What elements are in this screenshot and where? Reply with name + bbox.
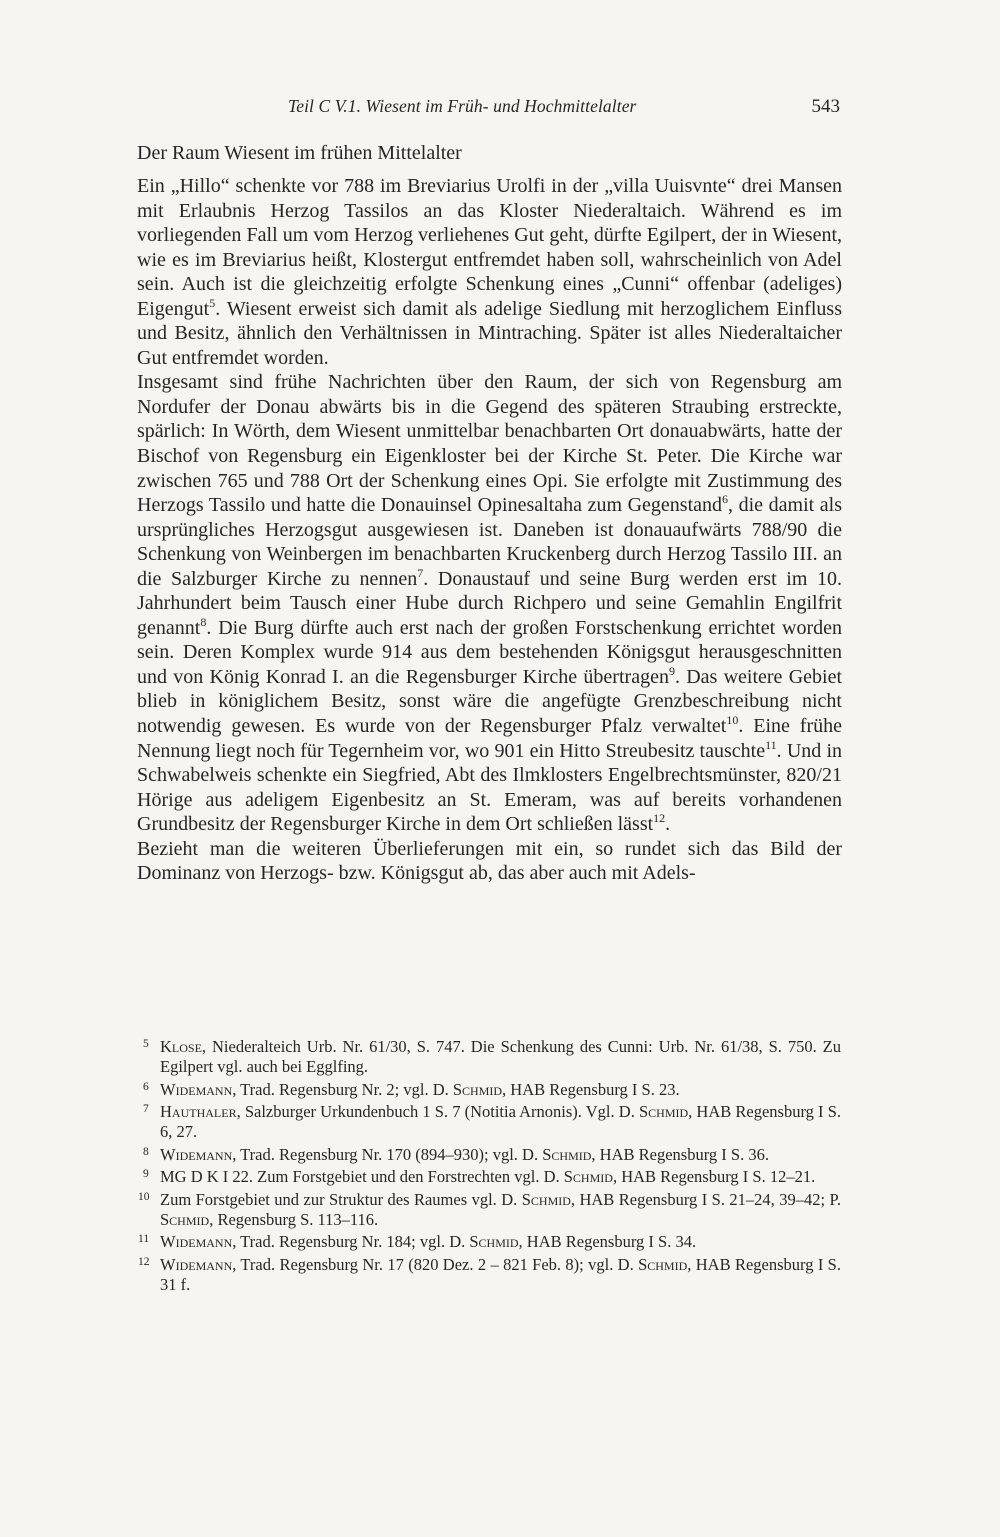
footnote-number: 7 — [143, 1103, 149, 1115]
text-run: , Trad. Regensburg Nr. 2; vgl. D. — [232, 1079, 453, 1099]
author-name: Schmid — [160, 1209, 210, 1229]
text-run: , HAB Regensburg I S. 12–21. — [612, 1167, 816, 1186]
text-run: , HAB Regensburg I S. 31 f. — [160, 1254, 841, 1294]
footnote-number: 8 — [143, 1145, 149, 1158]
text-run: , HAB Regensburg I S. 36. — [591, 1144, 769, 1164]
footnote-reference: 9 — [668, 663, 675, 678]
section-heading: Der Raum Wiesent im frühen Mittelalter — [137, 142, 462, 164]
paragraph — [137, 174, 842, 370]
footnote — [138, 1189, 841, 1230]
author-name: Schmid — [452, 1079, 503, 1099]
paragraph — [137, 370, 842, 836]
text-run: , HAB Regensburg I S. 34. — [518, 1232, 697, 1251]
footnote — [143, 1037, 841, 1077]
footnote-reference: 10 — [726, 713, 739, 728]
text-run: Zum Forstgebiet und zur Struktur des Raumes vgl. D. — [160, 1189, 522, 1209]
footnote-reference: 6 — [722, 492, 729, 507]
text-run: , Trad. Regensburg Nr. 184; vgl. D. — [232, 1232, 470, 1251]
text-run: , Trad. Regensburg Nr. 17 (820 Dez. 2 – 821 Feb. 8); vgl. D. — [232, 1254, 639, 1274]
footnote-number: 6 — [143, 1080, 149, 1093]
footnote — [143, 1167, 841, 1187]
author-name: Widemann — [160, 1079, 233, 1099]
footnote-number: 12 — [138, 1255, 150, 1268]
main-text — [137, 140, 842, 886]
text-run: . — [665, 813, 671, 836]
footnote-number: 5 — [143, 1038, 149, 1050]
author-name: Schmid — [563, 1167, 613, 1186]
footnote — [138, 1254, 841, 1295]
text-run: , HAB Regensburg I S. 23. — [502, 1079, 680, 1099]
text-run: Ein „Hillo“ schenkte vor 788 im Breviarius Urolfi in der „villa Uuisvnte“ drei Mansen mit Erlaubnis Herzog Tassilos an das Kloster Niederaltaich. Während es im vorliegenden Fall um vom Herzog verliehenes Gut geht, dürfte Egilpert, der in Wiesent, wie es im Breviarius heißt, Klostergut entfremdet haben soll, wahrscheinlich von Adel sein. Auch ist die gleichzeitig erfolgte Schenkung eines „Cunni“ offenbar (adeliges) Eigengut — [137, 175, 842, 320]
text-run: . Das weitere Gebiet blieb in königlichem Besitz, sonst wäre die angefügte Grenzbeschreibung nicht notwendig gewesen. Es wurde von der Regensburger Pfalz verwaltet — [137, 665, 842, 738]
text-run: , HAB Regensburg I S. 6, 27. — [160, 1102, 841, 1141]
text-run: , die damit als ursprüngliches Herzogsgut ausgewiesen ist. Daneben ist donauaufwärts 788/90 die Schenkung von Weinbergen im benachbarten Kruckenberg durch Herzog Tassilo III. an die Salzburger Kirche zu nennen — [137, 494, 842, 590]
footnote-reference: 7 — [417, 565, 424, 580]
footnote — [143, 1102, 841, 1142]
text-run: , Regensburg S. 113–116. — [209, 1209, 379, 1229]
text-run: , HAB Regensburg I S. 21–24, 39–42; P. — [570, 1189, 841, 1209]
footnote-reference: 8 — [200, 614, 207, 629]
footnote-number: 11 — [138, 1233, 150, 1245]
footnote — [143, 1145, 841, 1165]
text-run: MG D K I 22. Zum Forstgebiet und den Forstrechten vgl. D. — [160, 1167, 564, 1186]
text-run: , Trad. Regensburg Nr. 170 (894–930); vgl. D. — [232, 1144, 543, 1164]
footnote-number: 9 — [143, 1168, 149, 1180]
author-name: Widemann — [160, 1254, 233, 1274]
running-head: Teil C V.1. Wiesent im Früh- und Hochmittelalter — [288, 96, 637, 116]
author-name: Schmid — [638, 1254, 688, 1274]
author-name: Klose — [160, 1037, 202, 1056]
footnotes — [138, 1037, 841, 1297]
paragraphs — [137, 174, 842, 886]
text-run: Insgesamt sind frühe Nachrichten über den Raum, der sich von Regensburg am Nordufer der Donau abwärts bis in die Gegend des späteren Straubing erstreckte, spärlich: In Wörth, dem Wiesent unmittelbar benachbarten Ort donauabwärts, hatte der Bischof von Regensburg ein Eigenkloster bei der Kirche St. Peter. Die Kirche war zwischen 765 und 788 Ort der Schenkung eines Opi. Sie erfolgte mit Zustimmung des Herzogs Tassilo und hatte die Donauinsel Opinesaltaha zum Gegenstand — [137, 371, 842, 517]
text-run: Bezieht man die weiteren Überlieferungen mit ein, so rundet sich das Bild der Dominanz von Herzogs- bzw. Königsgut ab, das aber auch mit Adels- — [137, 837, 842, 885]
text-run: . Eine frühe Nennung liegt noch für Tegernheim vor, wo 901 ein Hitto Streubesitz tauschte — [137, 715, 842, 762]
author-name: Schmid — [542, 1144, 592, 1164]
text-run: . Wiesent erweist sich damit als adelige Siedlung mit herzoglichem Einfluss und Besitz, ähnlich den Verhältnissen in Mintraching. Später ist alles Niederaltaicher Gut entfremdet worden. — [137, 297, 842, 369]
author-name: Widemann — [160, 1232, 233, 1251]
text-run: . Die Burg dürfte auch erst nach der großen Forstschenkung errichtet worden sein. Deren Komplex wurde 914 aus dem bestehenden Königsgut herausgeschnitten und von König Konrad I. an die Regensburger Kirche übertragen — [137, 616, 842, 688]
author-name: Schmid — [638, 1102, 689, 1121]
text-run: , Niederalteich Urb. Nr. 61/30, S. 747. Die Schenkung des Cunni: Urb. Nr. 61/38, S. 750. Zu Egilpert vgl. auch bei Egglfing. — [160, 1037, 841, 1076]
author-name: Schmid — [469, 1232, 519, 1251]
footnote-reference: 5 — [209, 295, 216, 310]
author-name: Hauthaler — [160, 1102, 237, 1121]
footnote — [143, 1080, 841, 1100]
footnote-number: 10 — [138, 1190, 150, 1203]
page-number: 543 — [811, 96, 840, 117]
footnote-reference: 12 — [653, 811, 666, 826]
footnote — [138, 1232, 841, 1252]
paragraph — [137, 837, 842, 886]
text-run: . Und in Schwabelweis schenkte ein Siegfried, Abt des Ilmklosters Engelbrechtsmünster, 820/21 Hörige aus adeligem Eigenbesitz an St. Emeram, was auf bereits vorhandenen Grundbesitz der Regensburger Kirche in dem Ort schließen lässt — [137, 739, 843, 836]
text-run: , Salzburger Urkundenbuch 1 S. 7 (Notitia Arnonis). Vgl. D. — [236, 1102, 639, 1121]
text-run: . Donaustauf und seine Burg werden erst im 10. Jahrhundert beim Tausch einer Hube durch Richpero und seine Gemahlin Engilfrit genannt — [137, 567, 843, 639]
author-name: Schmid — [521, 1189, 571, 1209]
footnote-reference: 11 — [765, 737, 777, 752]
author-name: Widemann — [160, 1144, 233, 1164]
